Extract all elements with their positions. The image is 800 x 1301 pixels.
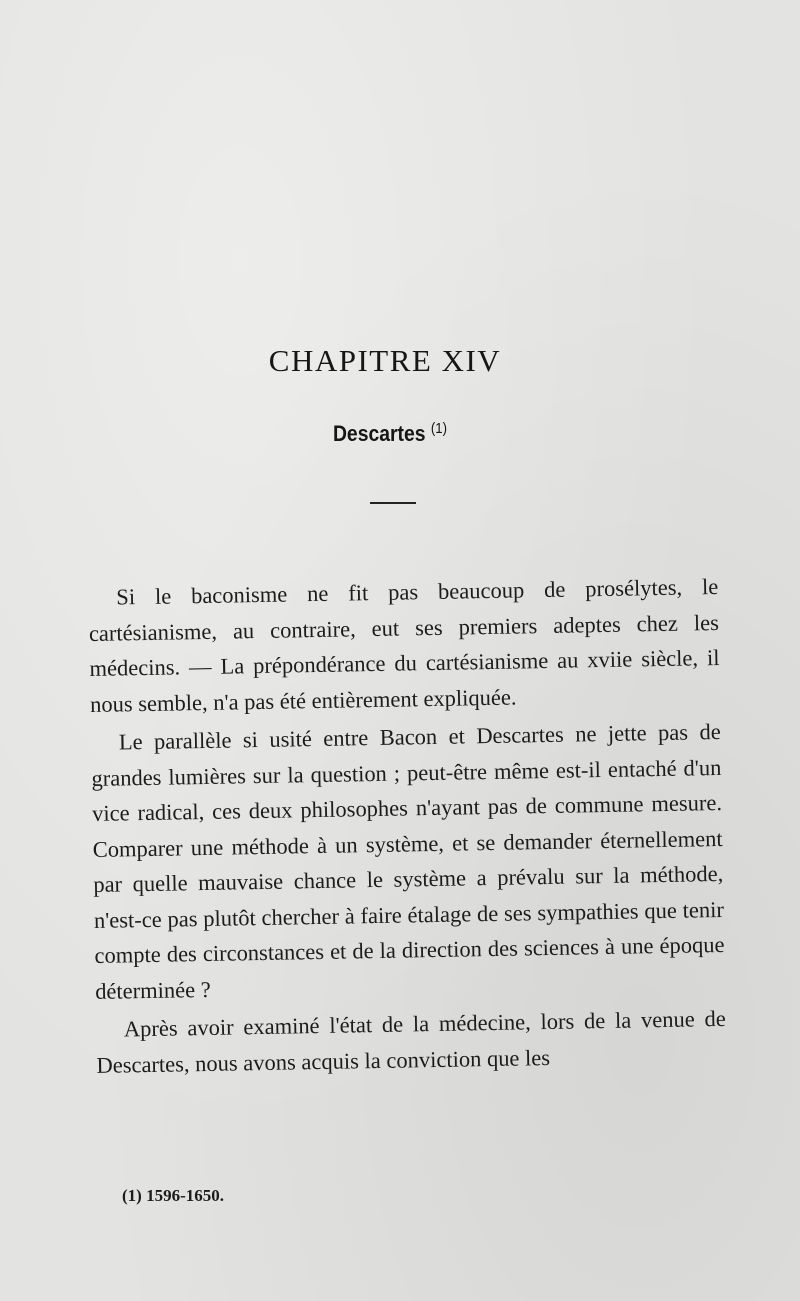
section-title <box>47 420 733 447</box>
footnote: (1) 1596-1650. <box>122 1186 224 1205</box>
footnote-marker: (1) <box>430 420 448 437</box>
paragraph-2: Le parallèle si usité entre Bacon et Descartes ne jette pas de grandes lumières sur la question ; peut-être même est-il entaché d'un vice radical, ces deux philosophes n'ayant pas de commune mesure. Comparer une méthode à un système, et se demander éternellement par quelle mauvaise chance le système a prévalu sur la méthode, n'est-ce pas plutôt chercher à faire étalage de ses sympathies que tenir compte des circonstances et de la direction des sciences à une époque déterminée ? <box>91 718 725 1004</box>
chapter-title: CHAPITRE XIV <box>268 343 502 378</box>
section-divider <box>370 502 416 504</box>
paragraph-3: Après avoir examiné l'état de la médecine, lors de la venue de Descartes, nous avons acquis la conviction que les <box>96 1005 726 1078</box>
section-title-text: Descartes <box>332 421 426 446</box>
paragraph-1: Si le baconisme ne fit pas beaucoup de prosélytes, le cartésianisme, au contraire, eut ses premiers adeptes chez les médecins. — La prépondérance du cartésianisme au xviie siècle, il nous semble, n'a pas été entièrement expliquée. <box>88 574 720 717</box>
body-text <box>88 569 727 1083</box>
